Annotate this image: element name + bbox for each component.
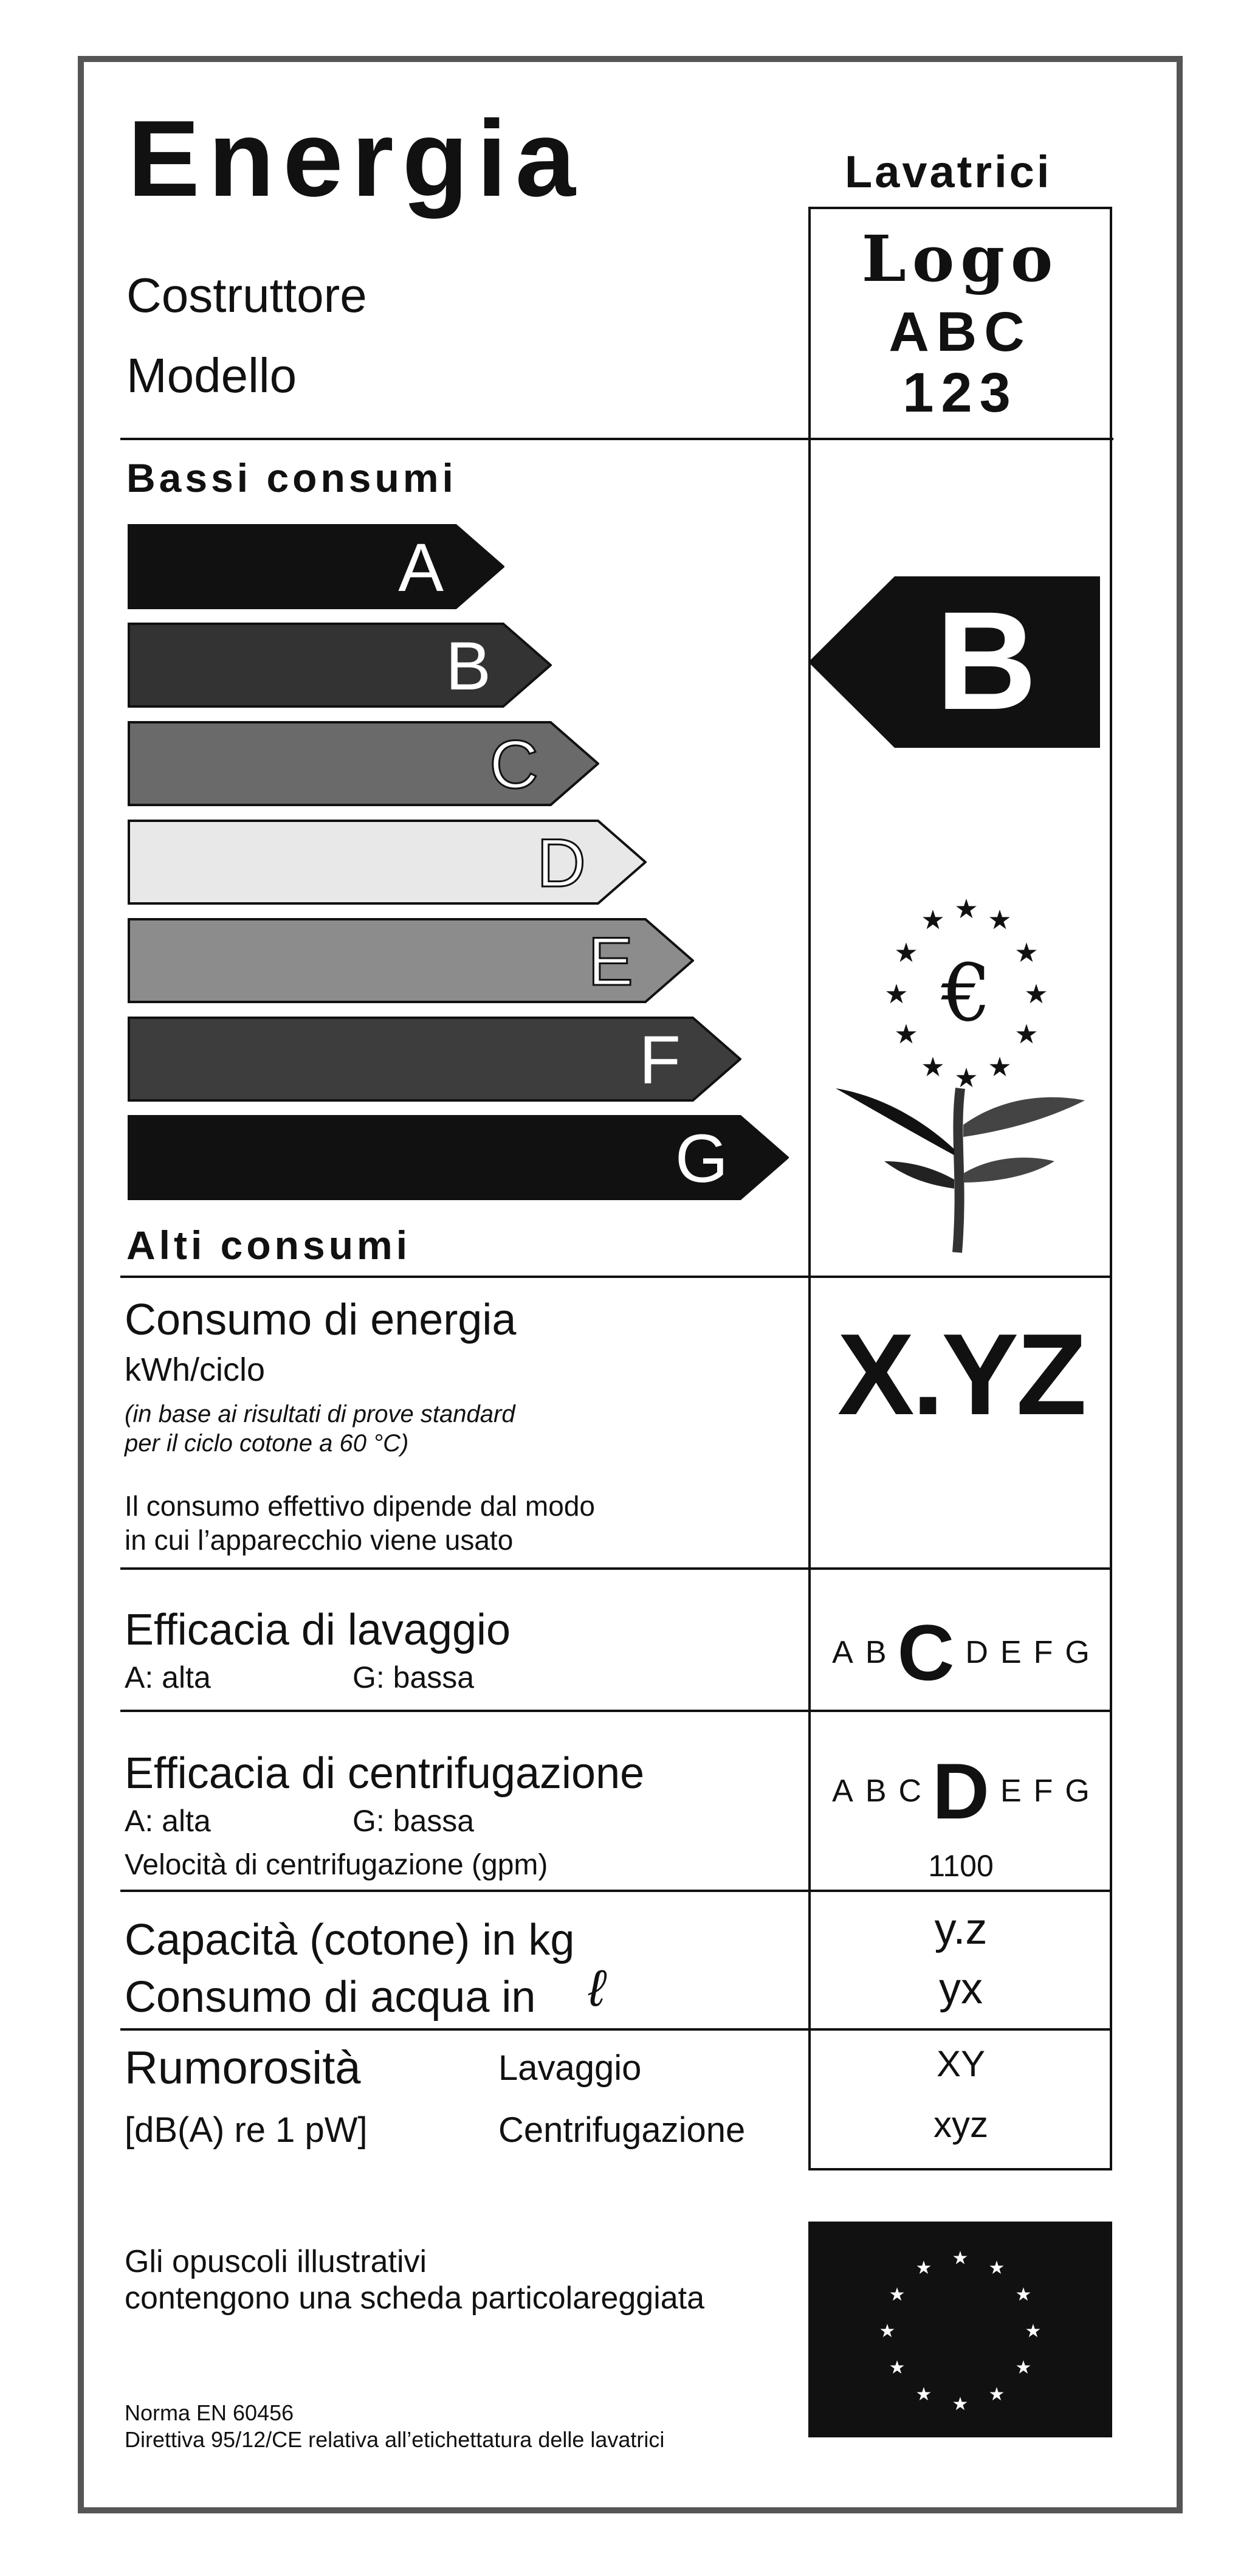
svg-text:★: ★: [884, 979, 909, 1010]
spin-title: Efficacia di centrifugazione: [125, 1749, 645, 1798]
flag-star: ★: [879, 2321, 896, 2342]
flag-star: ★: [988, 2383, 1005, 2405]
energy-class-letter: E: [588, 924, 633, 1000]
spin-low: G: bassa: [352, 1804, 475, 1838]
divider-wash-bottom: [120, 1710, 1112, 1712]
flag-star: ★: [952, 2394, 969, 2415]
flag-star: ★: [915, 2257, 932, 2279]
appliance-type: Lavatrici: [845, 147, 1052, 197]
flag-star: ★: [889, 2284, 906, 2305]
svg-text:★: ★: [1024, 979, 1048, 1010]
svg-text:★: ★: [921, 1052, 945, 1083]
divider-scale-bottom: [120, 1276, 1112, 1278]
wash-high: A: alta: [125, 1660, 211, 1694]
svg-text:€: €: [941, 947, 992, 1039]
eu-ecolabel-flower-icon: [836, 894, 1097, 1259]
energy-class-letter: A: [398, 530, 444, 606]
svg-text:★: ★: [1014, 1019, 1039, 1050]
water-unit: ℓ: [588, 1960, 605, 2017]
divider-noise-bottom: [808, 2168, 1112, 2170]
noise-unit: [dB(A) re 1 pW]: [125, 2110, 368, 2150]
divider-spin-bottom: [120, 1890, 1112, 1892]
rating-arrow: [808, 576, 1100, 748]
scale-letter: G: [1065, 1773, 1090, 1809]
energy-class-letter: F: [639, 1022, 681, 1098]
energy-class-arrow-g: [128, 1115, 789, 1200]
selected-class-letter: D: [932, 1747, 989, 1835]
energy-note-1: (in base ai risultati di prove standard: [125, 1401, 515, 1428]
wash-title: Efficacia di lavaggio: [125, 1606, 511, 1654]
manufacturer-logo: [808, 207, 1112, 438]
energy-class-arrow-c: [128, 721, 599, 806]
scale-letter: B: [865, 1773, 887, 1809]
energy-class-arrow-d: [128, 820, 647, 905]
wash-efficiency-scale: [812, 1598, 1110, 1707]
divider-capacity-bottom: [120, 2028, 1112, 2031]
noise-wash-label: Lavaggio: [498, 2048, 642, 2088]
label-title: Energia: [128, 98, 584, 219]
spin-speed-label: Velocità di centrifugazione (gpm): [125, 1849, 548, 1881]
flag-star: ★: [1015, 2357, 1032, 2378]
logo-line-1: ABC: [889, 301, 1032, 363]
divider-header: [120, 438, 1113, 440]
energy-class-letter: C: [489, 727, 538, 803]
energy-unit: kWh/ciclo: [125, 1352, 266, 1388]
energy-class-letter: G: [675, 1121, 728, 1196]
logo-word: Logo: [861, 221, 1059, 296]
info-line-2: contengono una scheda particolareggiata: [125, 2281, 705, 2316]
model-label: Modello: [126, 348, 297, 402]
selected-class-letter: C: [897, 1608, 955, 1697]
scale-letter: G: [1065, 1635, 1090, 1670]
scale-letter: F: [1033, 1635, 1053, 1670]
scale-letter: F: [1033, 1773, 1053, 1809]
scale-top-label: Bassi consumi: [126, 455, 457, 500]
divider-right: [1110, 438, 1112, 2170]
manufacturer-label: Costruttore: [126, 268, 367, 322]
svg-text:★: ★: [954, 1063, 978, 1094]
noise-title: Rumorosità: [125, 2042, 361, 2094]
scale-letter: D: [965, 1635, 988, 1670]
energy-class-arrow-b: [128, 623, 552, 708]
energy-class-arrow-f: [128, 1017, 741, 1102]
water-label: Consumo di acqua in: [125, 1973, 536, 2022]
info-line-1: Gli opuscoli illustrativi: [125, 2244, 427, 2279]
scale-letter: E: [1000, 1635, 1022, 1670]
spin-speed-value: 1100: [928, 1849, 994, 1883]
svg-text:★: ★: [921, 905, 945, 936]
svg-text:★: ★: [988, 905, 1012, 936]
energy-usage-1: Il consumo effettivo dipende dal modo: [125, 1490, 595, 1522]
logo-line-2: 123: [903, 362, 1018, 424]
divider-energy-bottom: [120, 1567, 1112, 1570]
energy-note-2: per il ciclo cotone a 60 °C): [125, 1430, 409, 1457]
flag-star: ★: [988, 2257, 1005, 2279]
energy-class-arrow-a: [128, 524, 504, 609]
energy-title: Consumo di energia: [125, 1296, 517, 1344]
noise-wash-value: XY: [936, 2043, 986, 2084]
scale-letter: E: [1000, 1773, 1022, 1809]
spin-high: A: alta: [125, 1804, 211, 1838]
rating-letter: B: [936, 582, 1037, 739]
flag-star: ★: [1015, 2284, 1032, 2305]
noise-spin-label: Centrifugazione: [498, 2110, 746, 2150]
svg-text:★: ★: [894, 1019, 918, 1050]
water-value: yx: [939, 1964, 983, 2013]
flag-star: ★: [1025, 2321, 1042, 2342]
energy-value: X.YZ: [837, 1310, 1085, 1439]
energy-usage-2: in cui l’apparecchio viene usato: [125, 1524, 514, 1556]
energy-class-letter: B: [445, 628, 491, 704]
capacity-label: Capacità (cotone) in kg: [125, 1916, 575, 1964]
svg-text:★: ★: [894, 938, 918, 969]
scale-letter: A: [832, 1635, 853, 1670]
scale-bottom-label: Alti consumi: [126, 1223, 411, 1268]
scale-letter: B: [865, 1635, 887, 1670]
svg-text:★: ★: [1014, 938, 1039, 969]
energy-class-letter: D: [537, 825, 586, 901]
noise-spin-value: xyz: [934, 2104, 988, 2145]
svg-text:★: ★: [954, 894, 978, 925]
capacity-value: y.z: [934, 1905, 988, 1953]
flag-star: ★: [915, 2383, 932, 2405]
wash-low: G: bassa: [352, 1660, 475, 1694]
flag-star: ★: [889, 2357, 906, 2378]
scale-letter: C: [898, 1773, 922, 1809]
directive-text: Direttiva 95/12/CE relativa all’etichettatura delle lavatrici: [125, 2427, 665, 2452]
svg-text:★: ★: [988, 1052, 1012, 1083]
norm-text: Norma EN 60456: [125, 2400, 294, 2425]
eu-flag-icon: [808, 2222, 1112, 2437]
energy-class-arrow-e: [128, 918, 694, 1003]
spin-efficiency-scale: [812, 1736, 1110, 1846]
scale-letter: A: [832, 1773, 853, 1809]
flag-star: ★: [952, 2248, 969, 2269]
